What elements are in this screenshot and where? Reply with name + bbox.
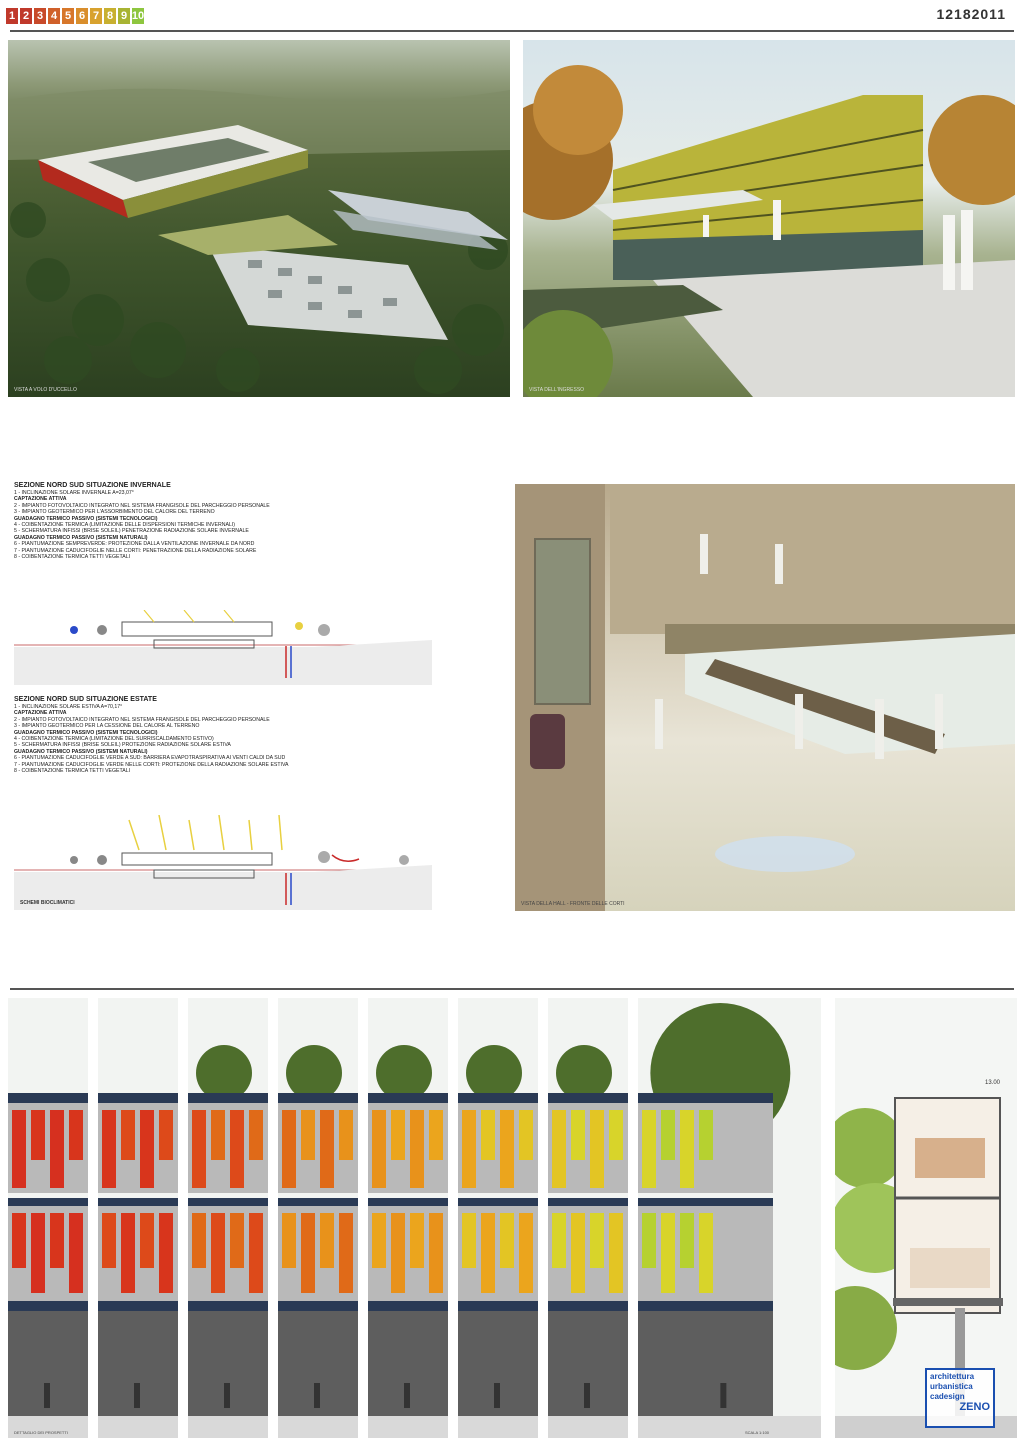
page-tab-5[interactable]: 5 bbox=[62, 8, 74, 24]
summer-section-title: SEZIONE NORD SUD SITUAZIONE ESTATE bbox=[14, 696, 157, 703]
page-tab-4[interactable]: 4 bbox=[48, 8, 60, 24]
notes-line: 3 - IMPIANTO GEOTERMICO PER LA CESSIONE DEL CALORE AL TERRENO bbox=[14, 723, 200, 730]
facade-strip-3 bbox=[188, 998, 268, 1438]
page-tab-2[interactable]: 2 bbox=[20, 8, 32, 24]
notes-line: 5 - SCHERMATURA INFISSI (BRISE SOLEIL) PROTEZIONE RADIAZIONE SOLARE ESTIVA bbox=[14, 742, 231, 749]
brand-line: urbanistica bbox=[930, 1382, 973, 1391]
facade-strip-6 bbox=[458, 998, 538, 1438]
page-tab-7[interactable]: 7 bbox=[90, 8, 102, 24]
notes-subheading: GUADAGNO TERMICO PASSIVO (SISTEMI NATURALI) bbox=[14, 534, 148, 541]
entrance-view-render bbox=[523, 40, 1015, 397]
winter-section-notes bbox=[14, 481, 434, 560]
hall-scene bbox=[515, 484, 1015, 911]
elevation-caption-scale: SCALA 1:100 bbox=[745, 1430, 770, 1435]
winter-section-drawing bbox=[14, 610, 432, 685]
notes-line: 1 - INCLINAZIONE SOLARE INVERNALE A=23,07° bbox=[14, 490, 134, 496]
notes-line: 2 - IMPIANTO FOTOVOLTAICO INTEGRATO NEL SISTEMA FRANGISOLE DEL PARCHEGGIO PERSONALE bbox=[14, 716, 270, 723]
brand-line: ZENO bbox=[959, 1401, 990, 1413]
notes-line: 7 - PIANTUMAZIONE CADUCIFOGLIE NELLE CORTI: PENETRAZIONE DELLA RADIAZIONE SOLARE bbox=[14, 547, 257, 554]
notes-subheading: GUADAGNO TERMICO PASSIVO (SISTEMI TECNOLOGICI) bbox=[14, 729, 158, 736]
brand-line: cadesign bbox=[930, 1392, 965, 1401]
entrance-caption: VISTA DELL'INGRESSO bbox=[529, 387, 585, 393]
notes-subheading: CAPTAZIONE ATTIVA bbox=[14, 710, 67, 717]
page-tab-1[interactable]: 1 bbox=[6, 8, 18, 24]
facade-strip-5 bbox=[368, 998, 448, 1438]
page-tab-8[interactable]: 8 bbox=[104, 8, 116, 24]
header-divider bbox=[10, 30, 1014, 32]
page-tab-9[interactable]: 9 bbox=[118, 8, 130, 24]
elevation-caption-left: DETTAGLIO DEI PROSPETTI bbox=[14, 1430, 68, 1435]
notes-line: 2 - IMPIANTO FOTOVOLTAICO INTEGRATO NEL SISTEMA FRANGISOLE DEL PARCHEGGIO PERSONALE bbox=[14, 502, 270, 509]
brand-line: architettura bbox=[930, 1372, 975, 1381]
notes-line: 6 - PIANTUMAZIONE CADUCIFOGLIE VERDE A SUD: BARRIERA EVAPOTRASPIRATIVA AI VENTI CALDI DA SUD bbox=[14, 755, 286, 762]
aerial-scene bbox=[8, 40, 510, 397]
notes-line: 4 - COIBENTAZIONE TERMICA (LIMITAZIONE DELLE DISPERSIONI TERMICHE INVERNALI) bbox=[14, 522, 235, 529]
notes-line: 8 - COIBENTAZIONE TERMICA TETTI VEGETALI bbox=[14, 554, 131, 561]
facade-strip-4 bbox=[278, 998, 358, 1438]
aerial-caption: VISTA A VOLO D'UCCELLO bbox=[14, 387, 77, 393]
page-tab-3[interactable]: 3 bbox=[34, 8, 46, 24]
notes-line: 3 - IMPIANTO GEOTERMICO PER L'ASSORBIMENTO DEL CALORE DEL TERRENO bbox=[14, 509, 215, 516]
page-tab-6[interactable]: 6 bbox=[76, 8, 88, 24]
notes-subheading: CAPTAZIONE ATTIVA bbox=[14, 496, 67, 503]
notes-line: 7 - PIANTUMAZIONE CADUCIFOGLIE VERDE NELLE CORTI: PROTEZIONE DELLA RADIAZIONE SOLARE ESTIVA bbox=[14, 761, 289, 768]
notes-line: 1 - INCLINAZIONE SOLARE ESTIVA A=70,17° bbox=[14, 704, 123, 710]
notes-line: 5 - SCHERMATURA INFISSI (BRISE SOLEIL) PENETRAZIONE RADIAZIONE SOLARE INVERNALE bbox=[14, 528, 249, 535]
facade-section-detail bbox=[835, 998, 1017, 1438]
notes-subheading: GUADAGNO TERMICO PASSIVO (SISTEMI TECNOLOGICI) bbox=[14, 515, 158, 522]
notes-subheading: GUADAGNO TERMICO PASSIVO (SISTEMI NATURALI) bbox=[14, 748, 148, 755]
page-navigator bbox=[6, 8, 144, 24]
notes-line: 8 - COIBENTAZIONE TERMICA TETTI VEGETALI bbox=[14, 768, 131, 775]
entrance-scene bbox=[523, 40, 1015, 397]
summer-section-notes bbox=[14, 695, 434, 774]
notes-line: 4 - COIBENTAZIONE TERMICA (LIMITAZIONE DEL SURRISCALDAMENTO ESTIVO) bbox=[14, 736, 214, 743]
section-divider bbox=[10, 988, 1014, 990]
summer-section-drawing bbox=[14, 815, 432, 910]
page-tab-10[interactable]: 10 bbox=[131, 10, 145, 22]
notes-line: 6 - PIANTUMAZIONE SEMPREVERDE: PROTEZIONE DALLA VENTILAZIONE INVERNALE DA NORD bbox=[14, 541, 255, 548]
facade-strip-8 bbox=[638, 998, 821, 1438]
hall-caption: VISTA DELLA HALL - FRONTE DELLE CORTI bbox=[521, 901, 625, 907]
winter-section-title: SEZIONE NORD SUD SITUAZIONE INVERNALE bbox=[14, 482, 171, 489]
level-mark: 13.00 bbox=[985, 1080, 1001, 1086]
facade-strip-2 bbox=[98, 998, 178, 1438]
facade-strip-7 bbox=[548, 998, 628, 1438]
facade-strip-1 bbox=[8, 998, 88, 1438]
scheme-label: SCHEMI BIOCLIMATICI bbox=[20, 900, 75, 906]
aerial-view-render bbox=[8, 40, 510, 397]
project-code: 12182011 bbox=[936, 6, 1006, 22]
hall-view-render bbox=[515, 484, 1015, 911]
zeno-logo bbox=[925, 1368, 995, 1428]
